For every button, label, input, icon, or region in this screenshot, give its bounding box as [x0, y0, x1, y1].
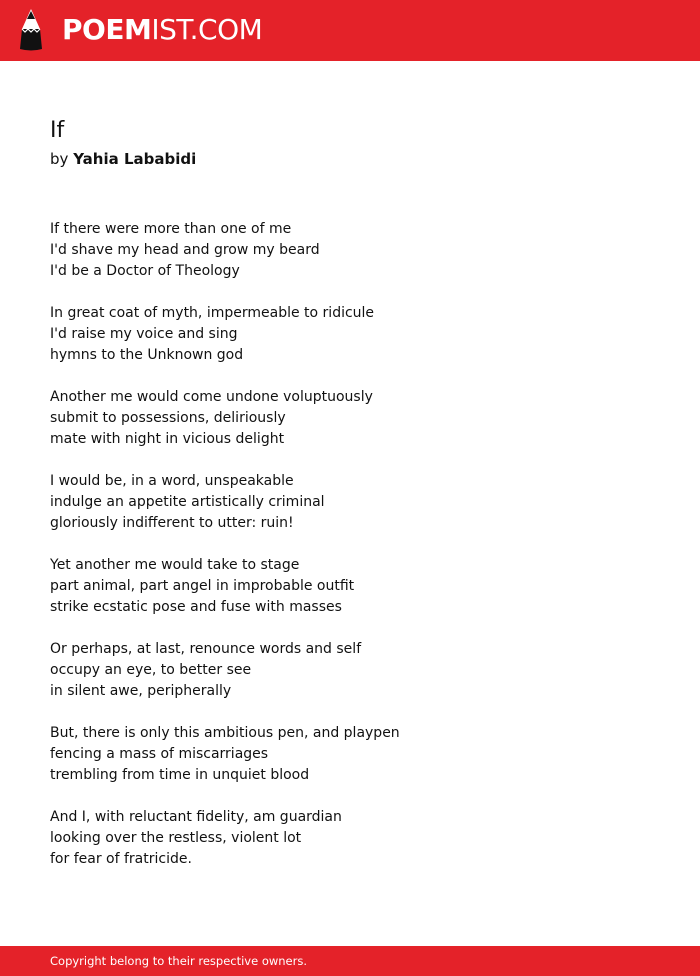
brand-bold: POEM	[62, 13, 152, 46]
poem-line: And I, with reluctant fidelity, am guardian	[50, 809, 342, 825]
poem-line: Another me would come undone voluptuously	[50, 389, 373, 405]
poem-stanza	[50, 807, 650, 870]
site-footer	[0, 946, 700, 976]
poem-stanza	[50, 303, 650, 366]
by-label: by	[50, 150, 69, 168]
poem-body	[50, 219, 650, 891]
poem-line: I would be, in a word, unspeakable	[50, 473, 294, 489]
site-logo-text[interactable]	[62, 12, 262, 48]
site-header	[0, 0, 700, 61]
poem-line: in silent awe, peripherally	[50, 683, 232, 699]
poem-line: In great coat of myth, impermeable to ridicule	[50, 305, 375, 321]
poem-stanza	[50, 723, 650, 786]
poem-title: If	[50, 118, 65, 143]
copyright-notice: Copyright belong to their respective owners.	[50, 954, 308, 968]
poem-stanza	[50, 471, 650, 534]
poem-stanza	[50, 555, 650, 618]
poem-line: gloriously indifferent to utter: ruin!	[50, 515, 294, 531]
poem-line: If there were more than one of me	[50, 221, 292, 237]
poem-line: indulge an appetite artistically criminal	[50, 494, 325, 510]
poem-line: part animal, part angel in improbable outfit	[50, 578, 355, 594]
poem-author: Yahia Lababidi	[73, 150, 197, 168]
poem-line: looking over the restless, violent lot	[50, 830, 302, 846]
poem-line: I'd be a Doctor of Theology	[50, 263, 240, 279]
poem-line: I'd raise my voice and sing	[50, 326, 238, 342]
poem-line: trembling from time in unquiet blood	[50, 767, 310, 783]
brand-light: IST.COM	[151, 13, 263, 46]
poem-line: mate with night in vicious delight	[50, 431, 285, 447]
poem-line: Or perhaps, at last, renounce words and self	[50, 641, 362, 657]
poem-line: hymns to the Unknown god	[50, 347, 244, 363]
pencil-icon	[18, 9, 44, 51]
poem-line: Yet another me would take to stage	[50, 557, 300, 573]
poem-line: I'd shave my head and grow my beard	[50, 242, 320, 258]
poem-line: But, there is only this ambitious pen, and playpen	[50, 725, 400, 741]
poem-stanza	[50, 219, 650, 282]
poem-line: submit to possessions, deliriously	[50, 410, 286, 426]
poem-line: fencing a mass of miscarriages	[50, 746, 269, 762]
poem-stanza	[50, 387, 650, 450]
poem-byline	[50, 149, 196, 169]
poem-line: occupy an eye, to better see	[50, 662, 252, 678]
poem-line: strike ecstatic pose and fuse with masses	[50, 599, 342, 615]
poem-stanza	[50, 639, 650, 702]
poem-line: for fear of fratricide.	[50, 851, 192, 867]
